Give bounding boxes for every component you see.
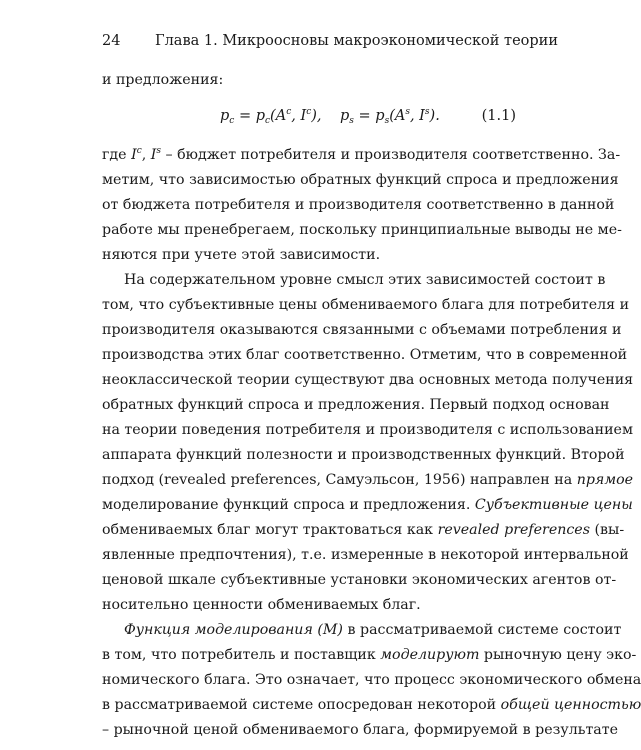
emphasis-text: revealed preferences [437,522,590,538]
text-line: от бюджета потребителя и производителя соответственно в данной [102,197,615,213]
text-fragment: (вы- [594,522,625,538]
text-fragment: в том, что потребитель и поставщик [102,647,376,663]
emphasis-text: прямое [576,472,634,488]
text-line: – рыночной ценой обмениваемого блага, формируемой в результате [102,722,618,738]
equation-left: $p_c = p_c(A^c$, $I^c$), [220,107,322,126]
emphasis-text: Функция моделирования [124,622,313,638]
text-fragment: в рассматриваемой системе опосредован некоторой [102,697,497,713]
text-fragment: моделирование функций спроса и предложения. [102,497,471,513]
text-line: ценовой шкале субъективные установки экономических агентов от- [102,572,617,588]
text-line: работе мы пренебрегаем, поскольку принципиальные выводы не ме- [102,222,622,238]
equation-right: $p_s = p_s(A^s$, $I^s$). [340,107,440,126]
emphasis-text: моделируют [380,647,480,663]
page-header [102,33,559,55]
text-line: где $I^c$, $I^s$ – бюджет потребителя и производителя соответственно. За- [102,146,621,163]
text-fragment: подход (revealed preferences, Самуэльсон, 1956) направлен на [102,472,573,488]
text-line: номического блага. Это означает, что процесс экономического обмена [102,672,641,688]
text-fragment: обмениваемых благ могут трактоваться как [102,522,434,538]
text-line [124,620,622,640]
text-fragment: в рассматриваемой системе состоит [347,622,622,638]
text-line [102,645,637,665]
text-line: метим, что зависимостью обратных функций спроса и предложения [102,172,619,188]
text-line: том, что субъективные цены обмениваемого блага для потребителя и [102,297,630,313]
text-line: на теории поведения потребителя и производителя с использованием [102,422,633,438]
text-line [102,695,641,715]
text-line: аппарата функций полезности и производственных функций. Второй [102,447,625,463]
text-line: производства этих благ соответственно. Отметим, что в современной [102,347,628,363]
page-number: 24 [102,33,121,49]
text-line: няются при учете этой зависимости. [102,247,381,263]
book-page [102,0,641,750]
text-line [102,495,633,515]
text-line [102,520,625,540]
running-title: Глава 1. Микроосновы макроэкономической теории [155,33,559,49]
text-line: обратных функций спроса и предложения. Первый подход основан [102,397,610,413]
text-line: носительно ценности обмениваемых благ. [102,597,421,613]
text-fragment: рыночную цену эко- [483,647,637,663]
text-line: неоклассической теории существуют два основных метода получения [102,372,634,388]
text-line: явленные предпочтения), т.е. измеренные в некоторой интервальной [102,547,629,563]
text-line: На содержательном уровне смысл этих зависимостей состоит в [124,272,606,288]
equation-number: (1.1) [481,108,516,124]
text-line: производителя оказываются связанными с объемами потребления и [102,322,622,338]
text-line [102,470,634,490]
emphasis-text: общей ценностью [500,697,641,713]
emphasis-text: Субъективные цены [474,497,633,513]
math-symbol: (M) [317,622,343,638]
intro-line: и предложения: [102,72,224,88]
text-fragment: – бюджет потребителя и производителя соответственно. За- [165,147,621,163]
